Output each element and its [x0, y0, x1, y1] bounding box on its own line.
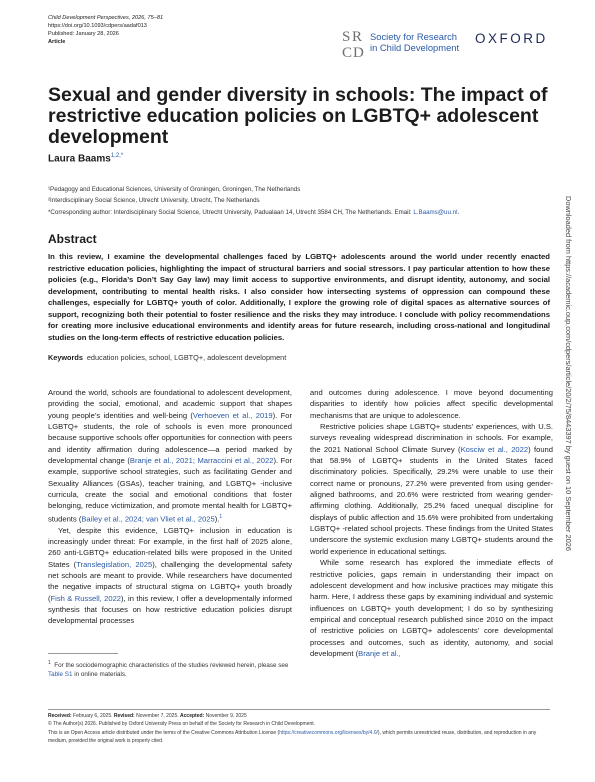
license: This is an Open Access article distributed under the terms of the Creative Commons Attribution License (https://creativecommons.org/licenses/by/4.0/), which permits unrestricted reuse, distribution, and reproduction in any medium, provided the original work is properly cited. — [48, 729, 537, 745]
srcd-logo — [341, 26, 473, 60]
journal-meta — [48, 14, 163, 46]
paragraph: and outcomes during adolescence. I move beyond documenting disparities to identify how policies affect specific developmental mechanisms that are unique to adolescence. — [310, 388, 553, 420]
keywords-label: Keywords — [48, 353, 83, 362]
author-affiliation-marks: 1,2,* — [110, 153, 124, 159]
published-date: Published: January 28, 2026 — [48, 31, 119, 37]
body-column-right — [310, 387, 553, 659]
svg-text:R: R — [352, 29, 363, 45]
svg-text:C: C — [342, 45, 353, 60]
footnote-ref[interactable]: 1 — [219, 513, 223, 520]
article-footer — [48, 712, 550, 746]
footnote: $^1$ For the sociodemographic characteristics of the studies reviewed herein, please see Table S1 in online materials. — [48, 660, 289, 678]
corresponding-author: *Corresponding author: Interdisciplinary Social Science, Utrecht University, Padualaan 14, Utrecht 3584 CH, The Netherlands. Email: L.Baams@uu.nl. — [48, 208, 460, 216]
article-type: Article — [48, 39, 66, 45]
supplement-link[interactable]: Table S1 — [48, 670, 73, 678]
srcd-wordmark: Society for Research in Child Development — [370, 31, 460, 53]
paragraph: Around the world, schools are foundational to adolescent development, providing the social, emotional, and academic support that shapes young people’s identities and well-being (Verhoeven et al., 2019). For LGBTQ+ students, the role of schools is even more pronounced because supportive schools offer opportunities for connection with peers and identity affirmation during adolescence—a period marked by developmental change (Branje et al., 2021; Marraccini et al., 2022). For example, supportive school strategies, such as facilitating Gender and Sexuality Alliances (GSAs), teacher training, and LGBTQ+ -inclusive curricula, create the social and emotional conditions that foster belonging, reduce victimization, and promote mental health for LGBTQ+ students (Bailey et al., 2024; van Vliet et al., 2025).$^1$ — [48, 388, 292, 524]
citation-link[interactable]: Kosciw et al., 2022 — [460, 444, 529, 454]
affiliation-1: ¹Pedagogy and Educational Sciences, University of Groningen, Groningen, The Netherlands — [48, 186, 301, 193]
paragraph: Yet, despite this evidence, LGBTQ+ inclusion in education is increasingly under threat: For example, in the first half of 2025 alone, 260 anti-LGBTQ+ education-related bills were proposed in the United States (Translegislation, 2025), challenging the developmental safety net schools are meant to provide. While researchers have documented the negative impacts of structural stigma on LGBTQ+ youth broadly (Fish & Russell, 2022), in this review, I offer a developmentally informed synthesis that focuses on how restrictive education policies disrupt developmental processes — [48, 525, 292, 626]
citation-link[interactable]: Branje et al., 2021; Marraccini et al., 2022 — [129, 456, 274, 466]
keywords-line — [48, 353, 286, 362]
download-watermark: Downloaded from https://academic.oup.com/cdpers/article/20/2/75/8443397 by guest on 10 September 2026 — [564, 196, 573, 551]
oxford-logo: OXFORD — [475, 31, 548, 46]
srcd-monogram-icon — [341, 26, 368, 60]
svg-text:S: S — [342, 29, 351, 45]
author-name[interactable]: Laura Baams — [48, 153, 111, 165]
body-column-left — [48, 387, 292, 627]
email-link[interactable]: L.Baams@uu.nl — [413, 208, 458, 216]
keywords-text: education policies, school, LGBTQ+, adolescent development — [86, 353, 287, 362]
article-title: Sexual and gender diversity in schools: The impact of restrictive education policies on LGBTQ+ adolescent development — [48, 84, 548, 148]
citation-link[interactable]: Branje et al., — [358, 648, 401, 658]
doi-link[interactable]: https://doi.org/10.1093/cdpers/aadaf013 — [48, 23, 147, 29]
footer-divider — [48, 709, 550, 710]
history-dates: Received: February 6, 2025. Revised: November 7, 2025. Accepted: November 9, 2025 — [48, 713, 247, 719]
footnote-number: 1 — [48, 660, 51, 666]
abstract-heading: Abstract — [48, 232, 97, 246]
citation-link[interactable]: Fish & Russell, 2022 — [50, 593, 122, 603]
copyright: © The Author(s) 2026. Published by Oxford University Press on behalf of the Society for Research in Child Development. — [48, 721, 316, 728]
paragraph: Restrictive policies shape LGBTQ+ students’ experiences, with U.S. surveys revealing widespread discrimination in schools. For example, the 2021 National School Climate Survey (Kosciw et al., 2022) found that 58.9% of LGBTQ+ students in the United States faced discriminatory policies. Specifically, 29.2% were unable to use their correct name or pronouns, 27.2% were prevented from using gender-aligned bathrooms, and 20.6% were restricted from wearing gender-affirming clothing. Additionally, 25.2% faced unequal discipline for displays of public affection and 15.6% were prohibited from undertaking LGBTQ+ -related school projects. These findings from the United States underscore the systemic exclusion many LGBTQ+ students around the world experience in educational settings. — [310, 422, 553, 556]
citation-link[interactable]: Translegislation, 2025 — [76, 559, 153, 569]
footnote-divider — [48, 653, 118, 654]
svg-text:D: D — [353, 45, 364, 60]
paragraph: While some research has explored the immediate effects of restrictive policies, gaps remain in understanding their impact on adolescent development and how inclusive practices may mitigate this harm. Here, I address these gaps by examining individual and systemic influences on LGBTQ+ youth development; I do so by synthesizing empirical and conceptual research published since 2010 on the impact of restrictive policies on LGBTQ+ adolescents’ core developmental processes and outcomes, such as identity, autonomy, and social development (Branje et al., — [310, 558, 553, 658]
citation-link[interactable]: Bailey et al., 2024; van Vliet et al., 2025 — [81, 514, 215, 524]
citation-link[interactable]: Verhoeven et al., 2019 — [192, 410, 273, 420]
license-link[interactable]: https://creativecommons.org/licenses/by/4.0/ — [279, 729, 378, 736]
journal-citation: Child Development Perspectives, 2026, 75–81 — [48, 15, 164, 21]
abstract-text: In this review, I examine the developmental challenges faced by LGBTQ+ adolescents around the world under recently enacted restrictive education policies, highlighting the impact of structural barriers and social stressors. I pay particular attention to how these policies (e.g., Florida’s Don’t Say Gay law) may limit access to supportive environments, and disrupt identity, autonomy, and social development, contributing to mental health risks. I also consider how intersecting systems of oppression can compound these challenges, especially for LGBTQ+ youth of color. Additionally, I explore the growing role of digital spaces as alternative sources of support, recognizing both their potential to foster resilience and the risks they may introduce. I conclude with policy recommendations for creating more inclusive educational environments and identify areas for future research, including cross-national and longitudinal studies on the long-term effects of restrictive education policies. — [48, 252, 550, 342]
affiliations — [48, 184, 548, 218]
author-line — [48, 153, 123, 164]
affiliation-2: ²Interdisciplinary Social Science, Utrecht University, Utrecht, The Netherlands — [48, 197, 260, 205]
